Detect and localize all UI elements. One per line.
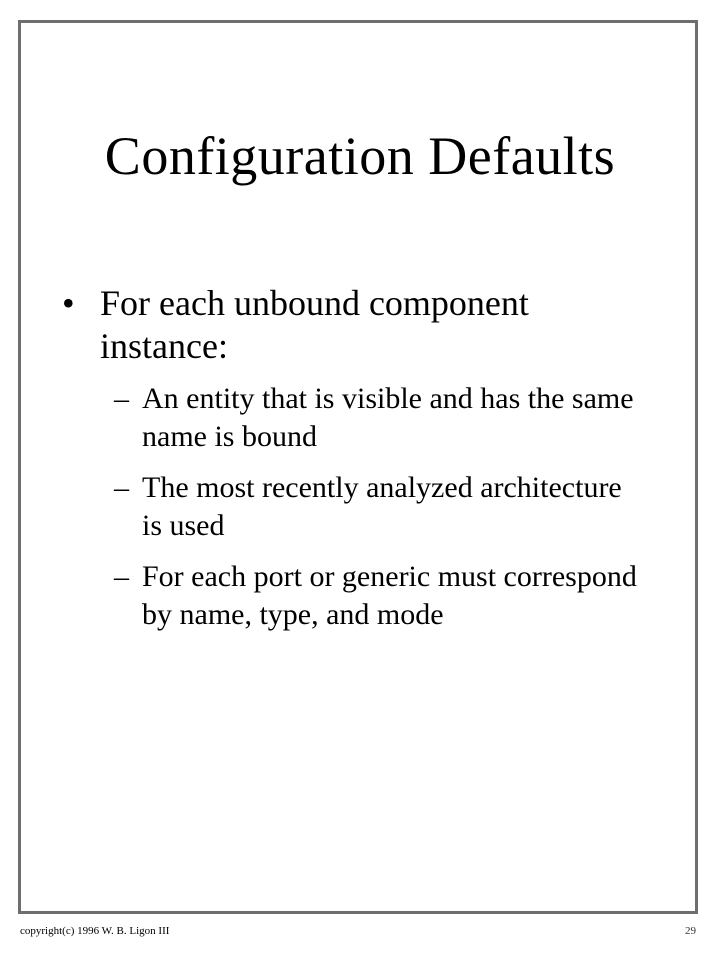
- subbullet-text: An entity that is visible and has the same name is bound: [142, 382, 634, 453]
- bullet-item: [62, 282, 642, 368]
- bullet-marker: •: [62, 283, 75, 323]
- subbullet-marker: –: [114, 560, 129, 593]
- slide-title: Configuration Defaults: [104, 126, 616, 186]
- subbullet-item: [62, 469, 642, 545]
- bullet-text: For each unbound component instance:: [100, 283, 529, 366]
- footer-copyright: copyright(c) 1996 W. B. Ligon III: [20, 925, 170, 937]
- subbullet-marker: –: [114, 382, 129, 415]
- page-number: 29: [685, 925, 696, 937]
- subbullet-item: [62, 558, 642, 634]
- subbullet-item: [62, 380, 642, 456]
- subbullet-text: For each port or generic must correspond by name, type, and mode: [142, 560, 637, 631]
- slide-content: [62, 282, 642, 647]
- subbullet-list: [62, 380, 642, 634]
- subbullet-marker: –: [114, 471, 129, 504]
- subbullet-text: The most recently analyzed architecture is used: [142, 471, 622, 542]
